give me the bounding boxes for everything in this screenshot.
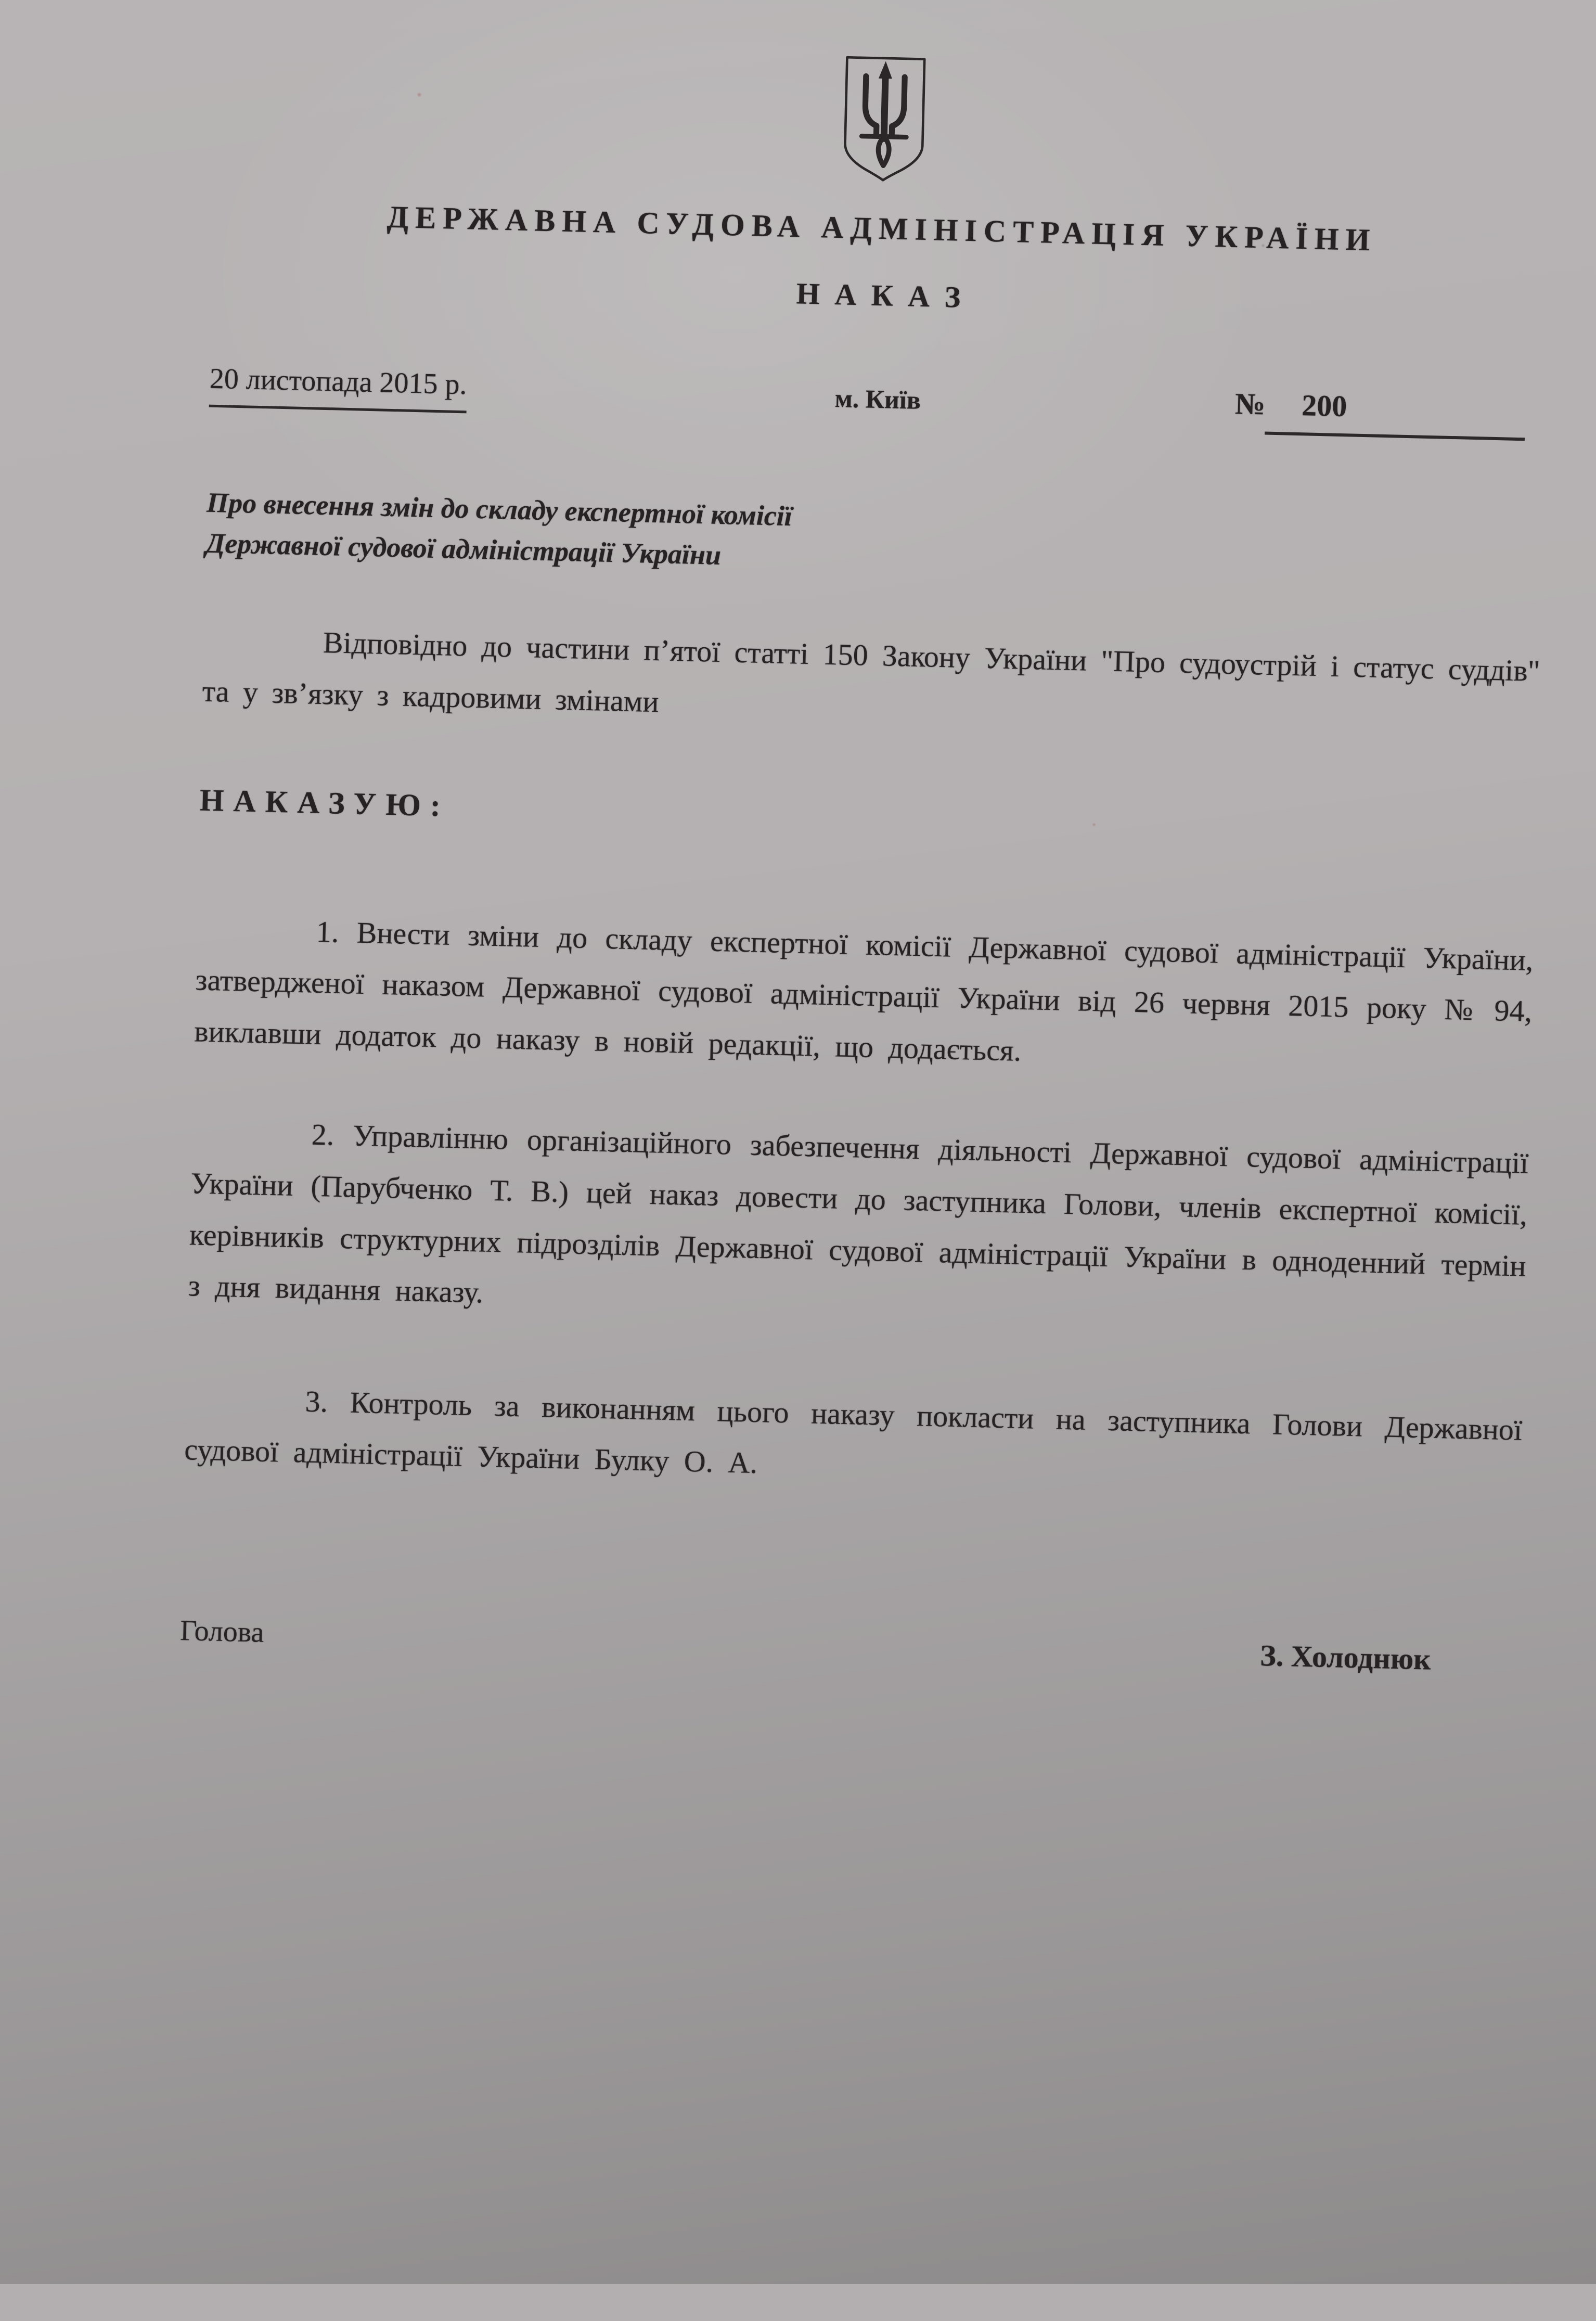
signer-name: З. Холоднюк [1259,1638,1432,1676]
order-item-2: 2. Управлінню організаційного забезпечення діяльності Державної судової адміністрації України (Парубченко Т. В.) цей наказ довести до заступника Голови, членів експертної комісії, керівників структурних підрозділів Державної судової адміністрації України в одноденний термін з дня видання наказу. [188,1118,1529,1310]
signature-row [179,1605,1517,1687]
subject-line-2: Державної судової адміністрації України [205,527,722,571]
signer-role: Голова [179,1614,265,1649]
number-sign: № [1234,386,1266,421]
subject-line-1: Про внесення змін до складу експертної комісії [206,486,793,532]
order-heading: НАКАЗУЮ: [199,783,451,823]
order-item-3: 3. Контроль за виконанням цього наказу покласти на заступника Голови Державної судової адміністрації України Булку О. А. [184,1384,1523,1480]
number-value: 200 [1265,386,1526,441]
dateline-row [209,362,1547,456]
preamble-paragraph: Відповідно до частини п’ятої статті 150 Закону України "Про судоустрій і статус суддів" та у зв’язку з кадровими змінами [202,625,1541,719]
document-number [1234,386,1526,441]
organization-name: ДЕРЖАВНА СУДОВА АДМІНІСТРАЦІЯ УКРАЇНИ [387,199,1377,258]
order-item-1: 1. Внести зміни до складу експертної комісії Державної судової адміністрації України, затвердженої наказом Державної судової адміністрації України від 26 червня 2015 року № 94, виклавши додаток до наказу в новій редакції, що додається. [194,914,1534,1068]
document-place: м. Київ [834,383,921,415]
subject-block [205,482,1544,595]
document-type-heading: Н А К А З [796,276,965,314]
ukraine-trident-icon [834,48,934,190]
emblem-container [214,34,1554,204]
document-date: 20 листопада 2015 р. [209,362,468,414]
